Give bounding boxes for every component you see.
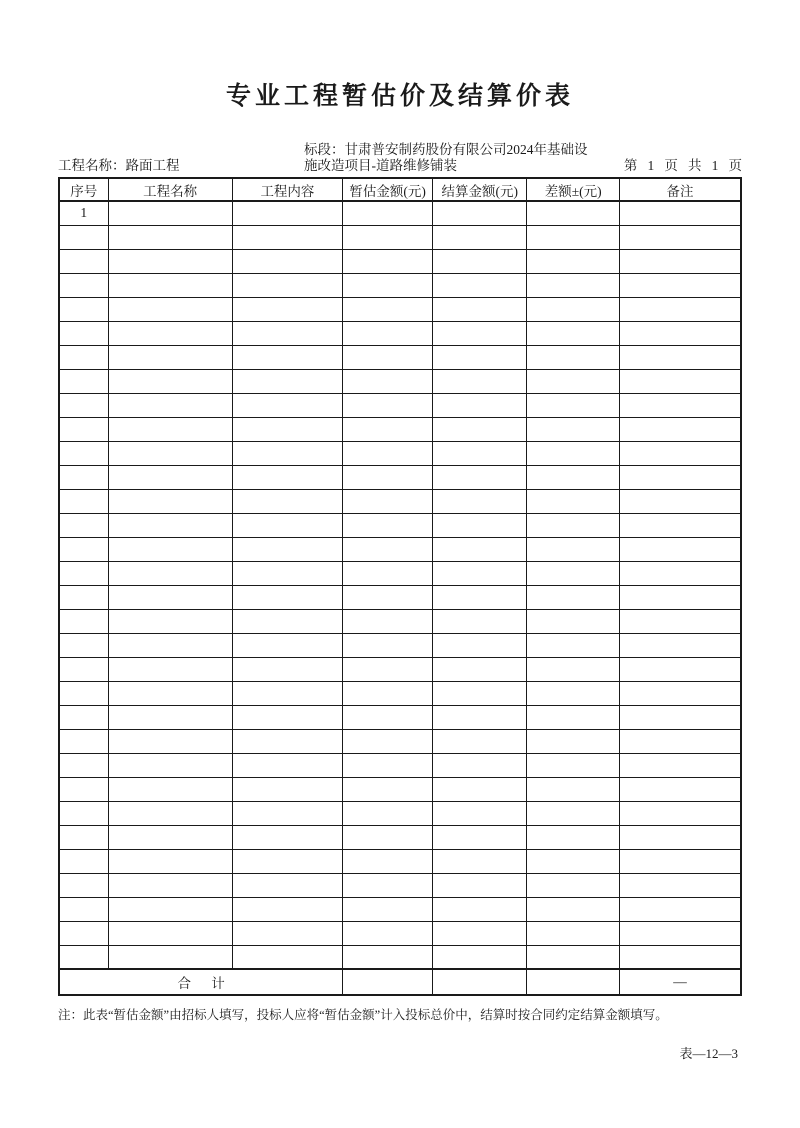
table-cell [232,897,342,921]
table-sum-row [59,969,741,995]
table-cell [343,897,433,921]
table-row [59,249,741,273]
table-cell [108,777,232,801]
table-row [59,321,741,345]
table-cell [433,777,527,801]
table-cell [527,537,620,561]
table-cell [232,465,342,489]
table-row [59,849,741,873]
table-row [59,417,741,441]
table-cell [59,921,108,945]
table-cell [108,825,232,849]
table-row [59,873,741,897]
table-row [59,273,741,297]
table-cell [232,921,342,945]
table-cell [343,465,433,489]
table-cell [59,393,108,417]
table-cell [59,369,108,393]
table-cell [620,489,741,513]
table-cell [343,921,433,945]
table-cell [59,297,108,321]
table-cell [108,393,232,417]
table-cell [232,945,342,969]
table-cell [620,609,741,633]
sum-remark-cell: — [620,969,741,995]
table-cell [620,825,741,849]
table-cell [232,225,342,249]
table-cell [620,297,741,321]
table-cell [59,705,108,729]
table-cell [343,825,433,849]
table-cell [232,369,342,393]
table-cell [527,897,620,921]
table-cell [108,873,232,897]
col-header-difference: 差额±(元) [527,178,620,201]
table-cell [433,825,527,849]
table-cell [620,753,741,777]
table-cell [343,681,433,705]
table-cell [232,273,342,297]
page-title: 专业工程暂估价及结算价表 [225,83,574,110]
table-cell [108,561,232,585]
table-cell [108,297,232,321]
table-cell [108,249,232,273]
table-cell [527,561,620,585]
table-cell [59,465,108,489]
table-cell [108,513,232,537]
table-cell [343,273,433,297]
table-cell [433,633,527,657]
table-cell [343,777,433,801]
table-cell [620,393,741,417]
table-cell [59,753,108,777]
table-cell [232,417,342,441]
table-cell [343,945,433,969]
col-header-project-content: 工程内容 [232,178,342,201]
table-row [59,729,741,753]
table-row [59,777,741,801]
table-cell [59,345,108,369]
table-cell [232,681,342,705]
table-row [59,825,741,849]
table-cell [232,633,342,657]
table-cell [108,489,232,513]
table-cell [232,585,342,609]
table-cell [620,225,741,249]
table-cell [108,681,232,705]
col-header-provisional-amount: 暂估金额(元) [343,178,433,201]
table-cell [433,225,527,249]
table-cell [433,441,527,465]
table-cell [433,609,527,633]
table-cell [59,609,108,633]
table-cell [620,897,741,921]
table-row [59,225,741,249]
table-cell [343,489,433,513]
sum-provisional-cell [343,969,433,995]
table-cell [108,369,232,393]
table-cell [527,465,620,489]
table-cell [108,849,232,873]
table-row [59,441,741,465]
table-row [59,489,741,513]
table-cell [620,465,741,489]
table-cell [433,201,527,225]
table-cell [232,393,342,417]
table-cell [433,417,527,441]
table-cell [232,705,342,729]
table-cell [232,489,342,513]
table-cell [343,249,433,273]
table-cell [433,321,527,345]
table-cell [527,441,620,465]
table-cell: 1 [59,201,108,225]
table-cell [59,225,108,249]
table-cell [433,657,527,681]
table-cell [433,705,527,729]
table-cell [527,249,620,273]
table-cell [620,729,741,753]
table-cell [59,849,108,873]
table-cell [433,873,527,897]
table-cell [433,921,527,945]
table-cell [620,657,741,681]
table-cell [343,513,433,537]
table-cell [59,945,108,969]
table-cell [433,249,527,273]
table-cell [108,225,232,249]
table-cell [620,849,741,873]
table-cell [527,945,620,969]
col-header-remark: 备注 [620,178,741,201]
table-cell [343,441,433,465]
table-row [59,705,741,729]
sum-label-cell: 合 计 [59,969,343,995]
table-cell [527,585,620,609]
table-cell [59,657,108,681]
table-row [59,561,741,585]
table-cell [108,585,232,609]
table-cell [527,489,620,513]
table-cell [108,321,232,345]
table-cell [108,945,232,969]
table-cell [433,489,527,513]
table-cell [108,897,232,921]
table-cell [527,273,620,297]
table-body [59,201,741,969]
table-row [59,465,741,489]
table-cell [343,417,433,441]
table-cell [343,705,433,729]
table-cell [620,801,741,825]
project-name: 工程名称：路面工程 [58,158,180,173]
section-line-1: 标段：甘肃普安制药股份有限公司2024年基础设 [304,142,588,157]
table-cell [343,753,433,777]
table-cell [108,921,232,945]
table-cell [620,585,741,609]
table-cell [108,753,232,777]
table-cell [232,441,342,465]
table-cell [343,561,433,585]
table-cell [232,609,342,633]
table-cell [620,249,741,273]
form-sheet [58,142,742,1062]
table-cell [343,225,433,249]
table-cell [620,561,741,585]
table-cell [527,753,620,777]
table-row [59,345,741,369]
section-info [304,142,588,174]
table-cell [527,321,620,345]
table-cell [620,945,741,969]
table-cell [527,417,620,441]
table-cell [108,729,232,753]
table-cell [232,513,342,537]
table-cell [232,537,342,561]
table-cell [108,537,232,561]
table-cell [433,753,527,777]
table-cell [620,705,741,729]
table-cell [620,369,741,393]
table-cell [433,681,527,705]
table-cell [232,825,342,849]
table-header-row [59,178,741,201]
table-row [59,513,741,537]
table-cell [232,345,342,369]
col-header-seq: 序号 [59,178,108,201]
table-row [59,681,741,705]
table-cell [343,321,433,345]
table-cell [527,609,620,633]
table-cell [232,249,342,273]
table-cell [108,417,232,441]
table-cell [59,825,108,849]
table-cell [343,585,433,609]
table-cell [108,801,232,825]
table-cell [59,537,108,561]
table-cell [527,513,620,537]
table-cell [527,849,620,873]
table-cell [59,897,108,921]
table-row [59,393,741,417]
table-cell [232,321,342,345]
col-header-settlement-amount: 结算金额(元) [433,178,527,201]
table-cell [620,441,741,465]
table-row [59,897,741,921]
table-row [59,657,741,681]
table-cell [59,273,108,297]
table-cell [232,729,342,753]
table-cell [620,873,741,897]
table-cell [59,681,108,705]
table-cell [59,513,108,537]
page-number-info: 第 1 页 共 1 页 [623,158,742,173]
table-cell [59,561,108,585]
table-cell [433,849,527,873]
table-cell [108,657,232,681]
section-line-2: 施改造项目-道路维修铺装 [304,158,457,173]
table-cell [620,537,741,561]
table-cell [343,873,433,897]
table-cell [343,633,433,657]
table-cell [433,297,527,321]
table-cell [433,585,527,609]
footnote: 注：此表“暂估金额”由招标人填写，投标人应将“暂估金额”计入投标总价中，结算时按合同约定结算金额填写。 [58,1008,668,1022]
table-cell [620,681,741,705]
form-header-info [58,142,742,174]
table-row [59,585,741,609]
table-cell [433,729,527,753]
table-cell [343,801,433,825]
table-cell [59,249,108,273]
table-cell [433,897,527,921]
table-row [59,753,741,777]
table-cell [232,849,342,873]
table-row [59,921,741,945]
table-cell [59,417,108,441]
sum-difference-cell [527,969,620,995]
table-cell [433,945,527,969]
table-cell [108,609,232,633]
table-cell [108,273,232,297]
table-row [59,369,741,393]
table-cell [59,873,108,897]
table-cell [620,321,741,345]
table-cell [620,633,741,657]
table-cell [527,825,620,849]
table-row [59,945,741,969]
table-cell [527,345,620,369]
table-cell [433,369,527,393]
table-row [59,633,741,657]
table-cell [527,801,620,825]
table-cell [620,201,741,225]
provisional-price-table [58,177,742,996]
table-cell [59,633,108,657]
table-cell [343,345,433,369]
table-cell [59,777,108,801]
table-cell [108,345,232,369]
table-cell [59,801,108,825]
table-cell [433,345,527,369]
table-cell [232,201,342,225]
table-cell [343,729,433,753]
table-row [59,201,741,225]
table-cell [620,417,741,441]
table-cell [527,633,620,657]
table-cell [527,393,620,417]
table-cell [620,513,741,537]
table-cell [620,777,741,801]
table-row [59,609,741,633]
table-cell [108,465,232,489]
table-cell [343,297,433,321]
table-cell [433,537,527,561]
table-row [59,801,741,825]
table-cell [108,705,232,729]
table-cell [527,297,620,321]
col-header-project-name: 工程名称 [108,178,232,201]
table-cell [343,369,433,393]
table-cell [343,393,433,417]
table-cell [59,489,108,513]
table-cell [620,273,741,297]
table-row [59,297,741,321]
table-cell [59,585,108,609]
table-cell [620,921,741,945]
table-cell [232,777,342,801]
table-cell [527,201,620,225]
table-cell [527,681,620,705]
table-cell [343,537,433,561]
table-row [59,537,741,561]
table-cell [433,273,527,297]
form-number: 表—12—3 [679,1046,738,1061]
table-cell [232,657,342,681]
table-cell [527,921,620,945]
table-cell [433,393,527,417]
table-cell [527,873,620,897]
table-cell [108,441,232,465]
table-cell [108,201,232,225]
table-cell [433,801,527,825]
table-cell [527,657,620,681]
table-cell [527,369,620,393]
table-cell [232,801,342,825]
table-cell [59,441,108,465]
table-cell [343,201,433,225]
table-cell [433,561,527,585]
table-cell [343,657,433,681]
table-cell [232,873,342,897]
table-cell [527,729,620,753]
table-cell [620,345,741,369]
table-cell [59,321,108,345]
table-cell [343,849,433,873]
table-cell [527,225,620,249]
table-cell [59,729,108,753]
table-cell [232,561,342,585]
table-cell [527,705,620,729]
table-cell [232,297,342,321]
table-cell [433,513,527,537]
table-cell [433,465,527,489]
table-cell [232,753,342,777]
table-cell [527,777,620,801]
sum-settlement-cell [433,969,527,995]
table-cell [343,609,433,633]
table-cell [108,633,232,657]
